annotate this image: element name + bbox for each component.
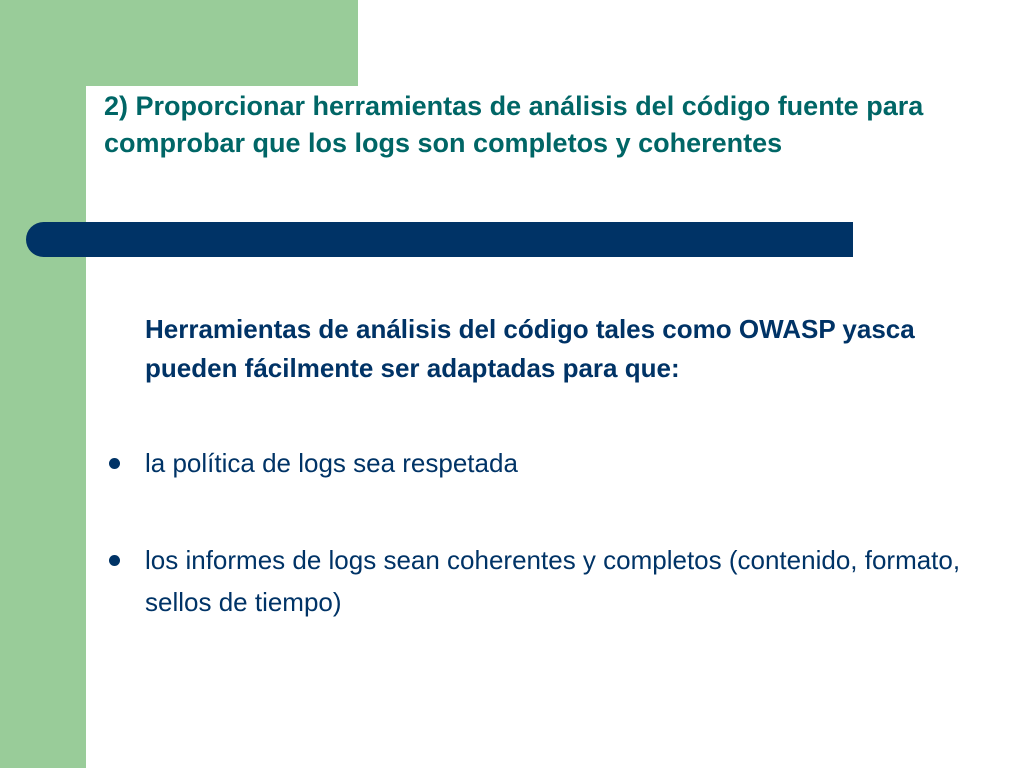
slide-title: 2) Proporcionar herramientas de análisis del código fuente para comprobar que los logs son completos y coherentes: [104, 91, 924, 158]
title-underline-bar: [26, 222, 853, 257]
bullet-dot-icon: [109, 458, 120, 469]
bullet-item: [0, 539, 965, 623]
bullet-item: [0, 442, 965, 484]
green-side-band: [0, 0, 86, 768]
bullet-dot-icon: [109, 555, 120, 566]
bullet-text: los informes de logs sean coherentes y completos (contenido, formato, sellos de tiempo): [145, 545, 961, 617]
intro-text: Herramientas de análisis del código tales como OWASP yasca pueden fácilmente ser adaptadas para que:: [145, 314, 915, 383]
bullet-text: la política de logs sea respetada: [145, 448, 518, 478]
green-top-band: [0, 0, 358, 86]
bullet-list: [0, 442, 965, 623]
